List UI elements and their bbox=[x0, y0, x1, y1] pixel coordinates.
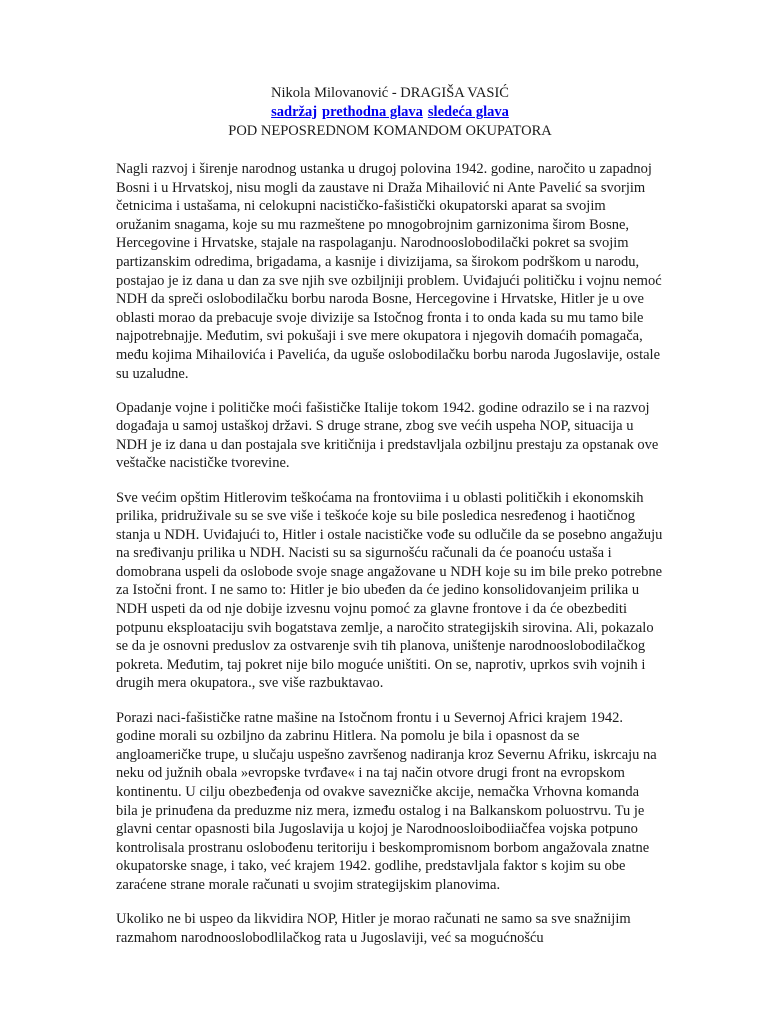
previous-chapter-link[interactable]: prethodna glava bbox=[322, 104, 423, 120]
paragraph: Ukoliko ne bi uspeo da likvidira NOP, Hitler je morao računati ne samo sa sve snažnijim razmahom narodnooslobodlilačkog rata u Jugoslaviji, već sa mogućnošću bbox=[116, 910, 631, 946]
contents-link[interactable]: sadržaj bbox=[271, 104, 318, 120]
chapter-navigation bbox=[116, 103, 664, 122]
chapter-title: POD NEPOSREDNOM KOMANDOM OKUPATORA bbox=[228, 123, 552, 139]
paragraph: Porazi naci-fašističke ratne mašine na Istočnom frontu i u Severnoj Africi krajem 1942. godine morali su ozbiljno da zabrinu Hitlera. Na pomolu je bila i opasnost da se angloameričke trupe, u slučaju uspešno završenog nadiranja kroz Severnu Afriku, iskrcaju na neku od južnih obala »evropske tvrđave« i na taj način otvore drugi front na evropskom kontinentu. U cilju obezbeđenja od ovakve savezničke akcije, nemačka Vrhovna komanda bila je prinuđena da preduzme niz mera, između ostalog i na Balkanskom poluostrvu. Tu je glavni centar opasnosti bila Jugoslavija u kojoj je Narodnoosloibodiiačfea vojska potpuno kontrolisala prostranu oslobođenu teritoriju i beskompromisnom borbom angažovala znatne okupatorske snage, i tako, već krajem 1942. godlihe, predstavljala faktor s kojim su obe zaraćene strane morale računati u svojim strategijskim planovima. bbox=[116, 709, 657, 893]
chapter-body bbox=[116, 160, 664, 947]
paragraph: Sve većim opštim Hitlerovim teškoćama na frontoviima i u oblasti političkih i ekonomskih prilika, pridruživale su se sve više i teškoće koje su bile posledica nesređenog i haotičnog stanja u NDH. Uviđajući to, Hitler i ostale nacističke vođe su odlučile da se posebno angažuju na sređivanju prilika u NDH. Nacisti su sa sigurnošću računali da će poanoću ustaša i domobrana uspeli da oslobode svoje snage angažovane u NDH koje su im bile preko potrebne za Istočni front. I ne samo to: Hitler je bio ubeđen da će jedino konsolidovanjeim prilika u NDH uspeti da od nje dobije izvesnu vojnu pomoć za glavne frontove i da će obezbediti potpunu eksploataciju svih bogatstava zemlje, a naročito strategijskih sirovina. Ali, pokazalo se da je osnovni preduslov za ostvarenje svih tih planova, uništenje narodnooslobodilačkog pokreta. Međutim, taj pokret nije bilo moguće uništiti. On se, naprotiv, uprkos svih vojnih i drugih mera okupatora., sve više razbuktavao. bbox=[116, 489, 663, 692]
paragraph: Nagli razvoj i širenje narodnog ustanka u drugoj polovina 1942. godine, naročito u zapadnoj Bosni i u Hrvatskoj, nisu mogli da zaustave ni Draža Mihailović ni Ante Pavelić sa svorjim četnicima i ustašama, ni celokupni nacističko-fašistički okupatorski aparat sa svojim oružanim snagama, koje su mu razmeštene po mnogobrojnim garnizonima širom Bosne, Hercegovine i Hrvatske, stajale na raspolaganju. Narodnooslobodilački pokret sa svojim partizanskim odredima, brigadama, a kasnije i divizijama, sa širokom podrškom u narodu, postajao je iz dana u dan za sve njih sve ozbiljniji problem. Uviđajući političku i vojnu nemoć NDH da spreči oslobodilačku borbu naroda Bosne, Hercegovine i Hrvatske, Hitler je u ove oblasti morao da prebacuje svoje divizije sa Istočnog fronta i to onda kada su mu tamo bile najpotrebnajje. Međutim, svi pokušaji i sve mere okupatora i njegovih domaćih pomagača, među kojima Mihailovića i Pavelića, da uguše oslobodilačku borbu naroda Jugoslavije, ostale su uzaludne. bbox=[116, 161, 662, 382]
paragraph: Opadanje vojne i političke moći fašističke Italije tokom 1942. godine odrazilo se i na razvoj događaja u samoj ustaškoj državi. S druge strane, zbog sve većih uspeha NOP, situacija u NDH je iz dana u dan postajala sve kritičnija i predstavljala ozbiljnu prestaju za opstanak ove veštačke nacističke tvorevine. bbox=[116, 399, 659, 472]
byline: Nikola Milovanović - DRAGIŠA VASIĆ bbox=[271, 85, 509, 101]
next-chapter-link[interactable]: sledeća glava bbox=[427, 104, 509, 120]
document-page bbox=[116, 84, 664, 963]
